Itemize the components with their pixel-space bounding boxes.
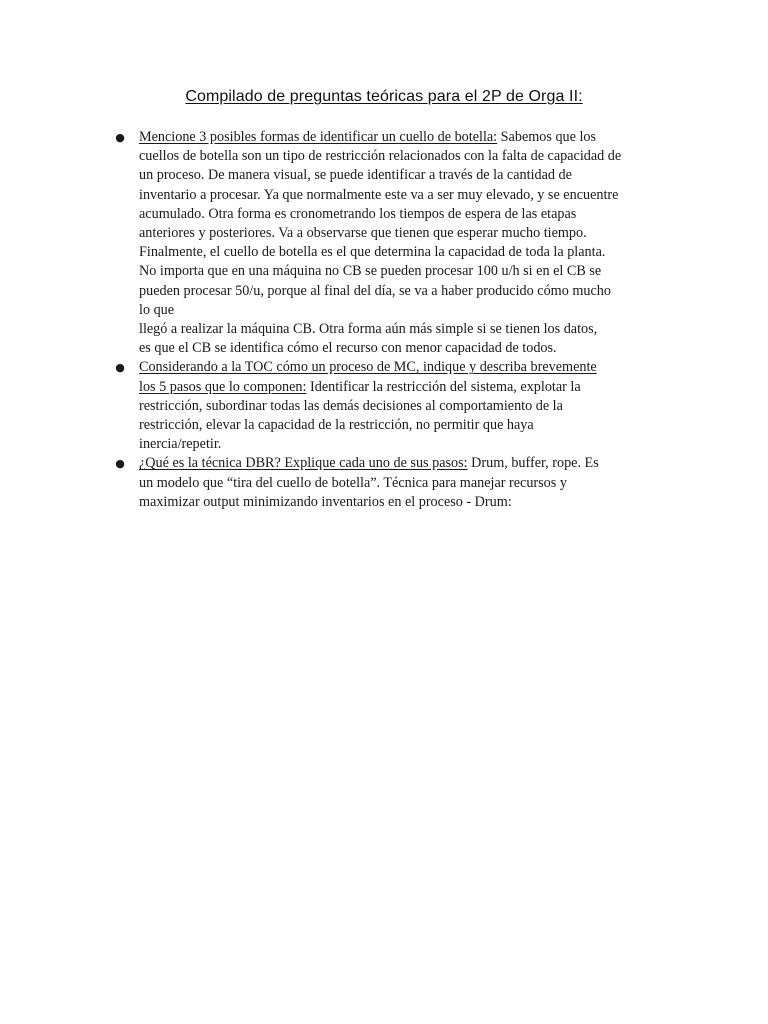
text-line: [139, 378, 669, 397]
answer-text: anteriores y posteriores. Va a observarse que tienen que esperar mucho tiempo.: [139, 225, 587, 242]
answer-text: lo que: [139, 301, 175, 318]
text-line: [139, 454, 669, 473]
answer-text: No importa que en una máquina no CB se pueden procesar 100 u/h si en el CB se: [139, 263, 602, 280]
answer-text: Drum, buffer, rope. Es: [467, 455, 599, 472]
text-line: [139, 282, 669, 301]
text-line: [139, 416, 669, 435]
answer-text: llegó a realizar la máquina CB. Otra forma aún más simple si se tienen los datos,: [139, 321, 598, 338]
text-line: [139, 493, 669, 512]
question-item: [115, 358, 669, 454]
text-line: [139, 128, 669, 147]
question-text: los 5 pasos que lo componen:: [139, 378, 307, 395]
text-line: [139, 186, 669, 205]
answer-text: maximizar output minimizando inventarios en el proceso - Drum:: [139, 493, 512, 510]
answer-text: acumulado. Otra forma es cronometrando los tiempos de espera de las etapas: [139, 205, 577, 222]
text-line: [139, 435, 669, 454]
document-title: Compilado de preguntas teóricas para el 2P de Orga II:: [185, 88, 583, 105]
text-line: [139, 205, 669, 224]
answer-text: inventario a procesar. Ya que normalmente este va a ser muy elevado, y se encuentre: [139, 186, 619, 203]
text-line: [139, 224, 669, 243]
text-line: [139, 262, 669, 281]
answer-text: Sabemos que los: [497, 129, 597, 145]
answer-text: restricción, elevar la capacidad de la restricción, no permitir que haya: [139, 417, 534, 434]
answer-text: es que el CB se identifica cómo el recurso con menor capacidad de todos.: [139, 340, 557, 357]
text-line: [139, 339, 669, 358]
answer-text: cuellos de botella son un tipo de restricción relacionados con la falta de capacidad de: [139, 148, 622, 165]
question-item: [115, 454, 669, 512]
bullet-icon: ●: [115, 457, 125, 471]
question-text: ¿Qué es la técnica DBR? Explique cada uno de sus pasos:: [139, 455, 468, 472]
answer-text: restricción, subordinar todas las demás decisiones al comportamiento de la: [139, 397, 563, 414]
question-list: [115, 128, 669, 512]
text-line: [139, 166, 669, 185]
text-line: [139, 397, 669, 416]
answer-text: pueden procesar 50/u, porque al final del día, se va a haber producido cómo mucho: [139, 282, 611, 299]
text-line: [139, 320, 669, 339]
text-line: [139, 301, 669, 320]
answer-text: un proceso. De manera visual, se puede identificar a través de la cantidad de: [139, 167, 572, 184]
text-line: [139, 147, 669, 166]
bullet-icon: ●: [115, 131, 125, 144]
answer-text: Finalmente, el cuello de botella es el que determina la capacidad de toda la planta.: [139, 244, 606, 261]
question-item: [115, 128, 669, 358]
answer-text: Identificar la restricción del sistema, explotar la: [306, 378, 581, 395]
text-line: [139, 243, 669, 262]
text-line: [139, 474, 669, 493]
question-text: Mencione 3 posibles formas de identificar un cuello de botella:: [139, 129, 498, 145]
text-line: [139, 358, 669, 377]
bullet-icon: ●: [115, 361, 125, 375]
answer-text: inercia/repetir.: [139, 436, 222, 453]
question-text: Considerando a la TOC cómo un proceso de MC, indique y describa brevemente: [139, 359, 597, 376]
answer-text: un modelo que “tira del cuello de botella”. Técnica para manejar recursos y: [139, 474, 567, 491]
